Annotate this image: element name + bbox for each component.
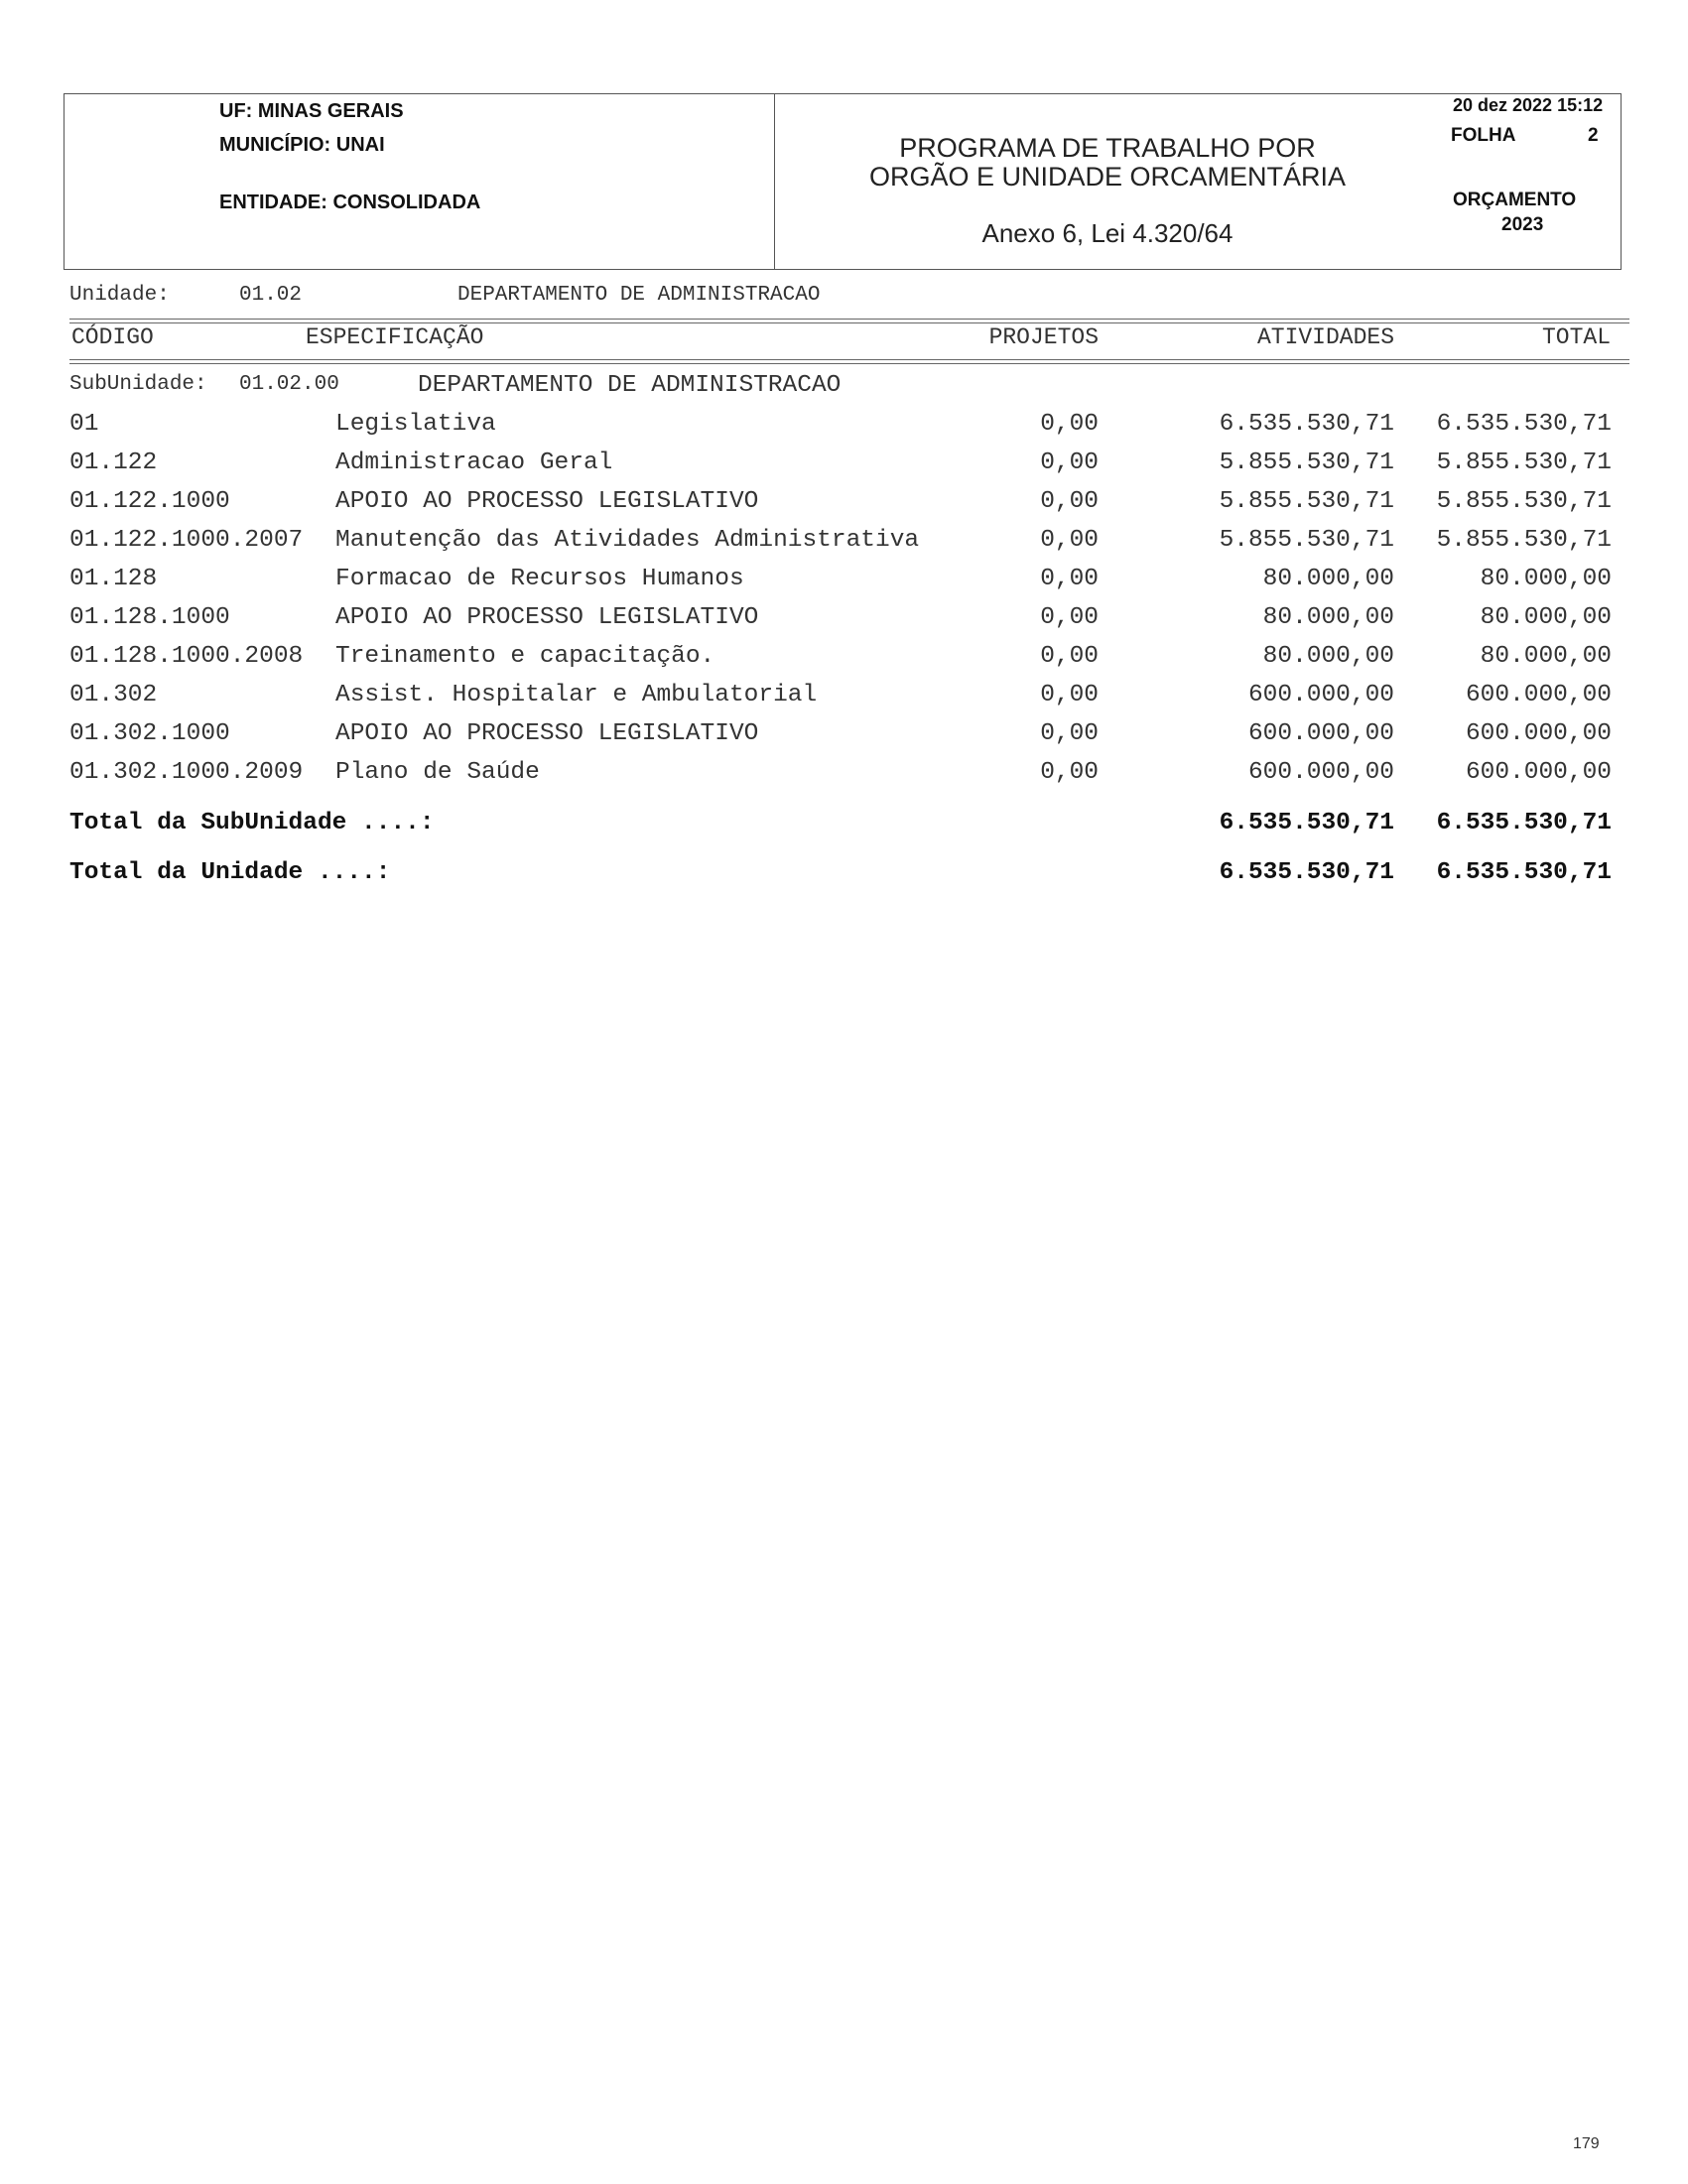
row-total: 600.000,00 — [1465, 682, 1612, 708]
unidade-label: Unidade: — [69, 284, 170, 307]
total-subunidade-total: 6.535.530,71 — [1436, 810, 1612, 836]
row-total: 5.855.530,71 — [1436, 450, 1612, 476]
row-especificacao: APOIO AO PROCESSO LEGISLATIVO — [335, 604, 759, 631]
row-atividades: 600.000,00 — [1247, 682, 1394, 708]
row-projetos: 0,00 — [1040, 604, 1099, 631]
row-total: 6.535.530,71 — [1436, 411, 1612, 438]
row-especificacao: Legislativa — [335, 411, 496, 438]
total-subunidade-label: Total da SubUnidade ....: — [69, 810, 435, 836]
row-especificacao: Manutenção das Atividades Administrativa — [335, 527, 920, 554]
row-atividades: 6.535.530,71 — [1219, 411, 1394, 438]
row-codigo: 01.302.1000.2009 — [69, 759, 304, 786]
total-subunidade-atividades: 6.535.530,71 — [1219, 810, 1394, 836]
row-atividades: 600.000,00 — [1247, 720, 1394, 747]
row-codigo: 01 — [69, 411, 99, 438]
total-unidade-atividades: 6.535.530,71 — [1219, 859, 1394, 886]
row-especificacao: APOIO AO PROCESSO LEGISLATIVO — [335, 720, 759, 747]
col-atividades: ATIVIDADES — [1256, 324, 1394, 350]
row-especificacao: Administracao Geral — [335, 450, 613, 476]
row-projetos: 0,00 — [1040, 759, 1099, 786]
row-total: 5.855.530,71 — [1436, 527, 1612, 554]
orcamento-label: ORÇAMENTO — [1453, 190, 1577, 210]
row-atividades: 5.855.530,71 — [1219, 488, 1394, 515]
row-projetos: 0,00 — [1040, 720, 1099, 747]
row-projetos: 0,00 — [1040, 527, 1099, 554]
report-title-line1: PROGRAMA DE TRABALHO POR — [899, 133, 1316, 163]
row-atividades: 5.855.530,71 — [1219, 527, 1394, 554]
row-codigo: 01.128.1000.2008 — [69, 643, 304, 670]
col-codigo: CÓDIGO — [71, 324, 154, 350]
row-atividades: 5.855.530,71 — [1219, 450, 1394, 476]
col-total: TOTAL — [1541, 324, 1611, 350]
col-projetos: PROJETOS — [988, 324, 1099, 350]
row-especificacao: Plano de Saúde — [335, 759, 540, 786]
row-codigo: 01.128.1000 — [69, 604, 230, 631]
total-unidade-label: Total da Unidade ....: — [69, 859, 391, 886]
row-especificacao: Formacao de Recursos Humanos — [335, 566, 744, 592]
row-total: 5.855.530,71 — [1436, 488, 1612, 515]
row-atividades: 80.000,00 — [1262, 566, 1394, 592]
municipio-label: MUNICÍPIO: UNAI — [219, 134, 385, 156]
report-datetime: 20 dez 2022 15:12 — [1453, 95, 1604, 115]
row-especificacao: APOIO AO PROCESSO LEGISLATIVO — [335, 488, 759, 515]
row-total: 600.000,00 — [1465, 759, 1612, 786]
subunidade-name: DEPARTAMENTO DE ADMINISTRACAO — [418, 372, 842, 399]
row-total: 600.000,00 — [1465, 720, 1612, 747]
row-especificacao: Treinamento e capacitação. — [335, 643, 715, 670]
row-atividades: 80.000,00 — [1262, 604, 1394, 631]
header-rule-top — [69, 319, 1629, 323]
uf-label: UF: MINAS GERAIS — [219, 100, 404, 122]
header-rule-bottom — [69, 359, 1629, 364]
row-projetos: 0,00 — [1040, 488, 1099, 515]
row-projetos: 0,00 — [1040, 450, 1099, 476]
folha-label: FOLHA — [1451, 125, 1516, 146]
orcamento-year: 2023 — [1501, 214, 1544, 235]
unidade-code: 01.02 — [239, 284, 303, 307]
row-codigo: 01.122.1000.2007 — [69, 527, 304, 554]
row-codigo: 01.122.1000 — [69, 488, 230, 515]
anexo-label: Anexo 6, Lei 4.320/64 — [981, 218, 1234, 248]
row-projetos: 0,00 — [1040, 411, 1099, 438]
row-especificacao: Assist. Hospitalar e Ambulatorial — [335, 682, 818, 708]
report-title-line2: ORGÃO E UNIDADE ORCAMENTÁRIA — [868, 162, 1347, 192]
entidade-label: ENTIDADE: CONSOLIDADA — [219, 192, 481, 213]
row-atividades: 600.000,00 — [1247, 759, 1394, 786]
folha-number: 2 — [1588, 125, 1599, 146]
subunidade-label: SubUnidade: — [69, 373, 207, 396]
subunidade-code: 01.02.00 — [239, 373, 339, 396]
row-codigo: 01.122 — [69, 450, 158, 476]
row-projetos: 0,00 — [1040, 566, 1099, 592]
page-number: 179 — [1573, 2135, 1600, 2152]
col-especificacao: ESPECIFICAÇÃO — [306, 324, 484, 350]
row-total: 80.000,00 — [1480, 643, 1612, 670]
row-projetos: 0,00 — [1040, 643, 1099, 670]
row-codigo: 01.128 — [69, 566, 158, 592]
row-projetos: 0,00 — [1040, 682, 1099, 708]
row-atividades: 80.000,00 — [1262, 643, 1394, 670]
row-total: 80.000,00 — [1480, 566, 1612, 592]
unidade-name: DEPARTAMENTO DE ADMINISTRACAO — [457, 284, 821, 307]
row-codigo: 01.302.1000 — [69, 720, 230, 747]
total-unidade-total: 6.535.530,71 — [1436, 859, 1612, 886]
row-total: 80.000,00 — [1480, 604, 1612, 631]
row-codigo: 01.302 — [69, 682, 158, 708]
